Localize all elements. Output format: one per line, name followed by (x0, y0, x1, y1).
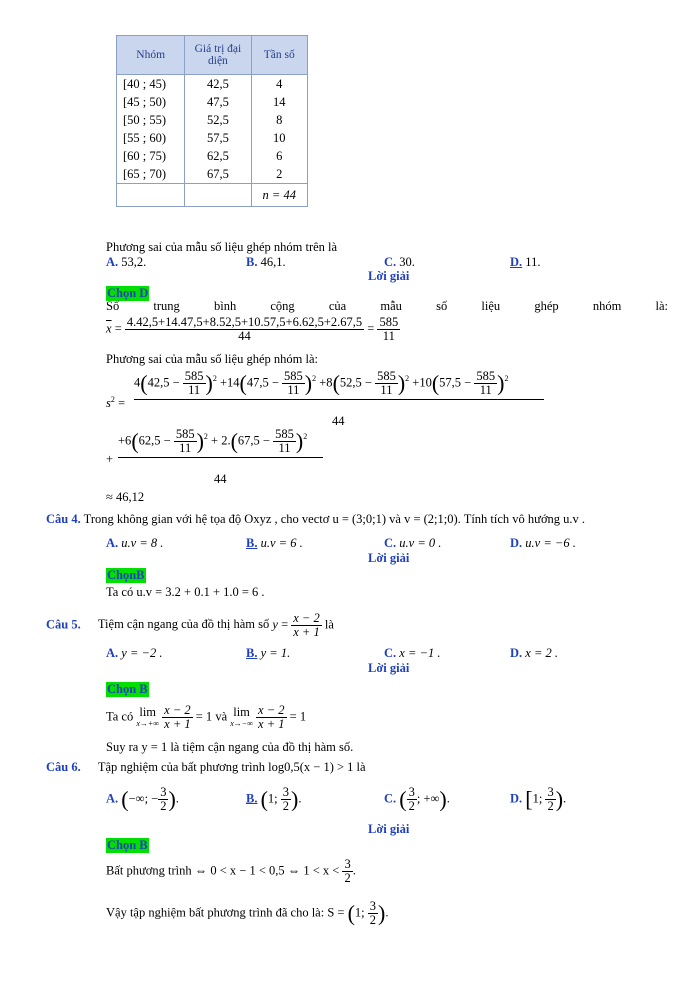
q5-conclusion: Suy ra y = 1 là tiệm cận ngang của đồ thị hàm số. (106, 740, 354, 754)
q4-option-d: D. u.v = −6 . (510, 536, 576, 550)
q6-work: Bất phương trình ⇔ 0 < x − 1 < 0,5 ⇔ 1 < x < $\frac{3}{2}$ . (106, 857, 356, 885)
table-row (117, 147, 308, 165)
q3-mean-formula: $\overline{x}$ = $\frac{4.42,5+14.47,5+8.52,5+10.57,5+6.62,5+2.67,5}{44}$ = $\frac{585}{11}$ (106, 315, 399, 343)
q3-variance-result: ≈ 46,12 (106, 490, 145, 504)
q5-solution-title: Lời giải (368, 661, 410, 675)
table-cell: [40 ; 45) (117, 75, 185, 94)
q3-mean-intro: Số trung bình cộng của mẫu số liệu ghép nhóm là: (106, 299, 668, 313)
table-cell: [55 ; 60) (117, 129, 185, 147)
table-row (117, 93, 308, 111)
q4-solution-title: Lời giải (368, 551, 410, 565)
q5-option-c: C. x = −1 . (384, 646, 441, 660)
q3-variance-intro: Phương sai của mẫu số liệu ghép nhóm là: (106, 352, 318, 366)
q6-solution-title: Lời giải (368, 822, 410, 836)
table-cell: [45 ; 50) (117, 93, 185, 111)
q6-option-a: A. (−∞; − $\frac{3}{2}$ ). (106, 785, 179, 813)
table-cell: [50 ; 55) (117, 111, 185, 129)
table-cell: 57,5 (185, 129, 251, 147)
table-cell: 52,5 (185, 111, 251, 129)
q4-prompt: Câu 4. Trong không gian với hệ tọa độ Oxyz , cho vectơ u = (3;0;1) và v = (2;1;0). Tính tích vô hướng u.v . (46, 512, 586, 526)
table-cell: 42,5 (185, 75, 251, 94)
q6-chosen-label: Chọn B (107, 838, 148, 852)
table-cell: [65 ; 70) (117, 165, 185, 184)
table-header: Nhóm (117, 36, 185, 75)
frequency-table (116, 35, 308, 207)
table-cell: 6 (251, 147, 307, 165)
table-cell: 2 (251, 165, 307, 184)
q3-option-b: B. 46,1. (246, 255, 286, 269)
table-row (117, 75, 308, 94)
table-cell: 67,5 (185, 165, 251, 184)
q6-option-d: D. [1; $\frac{3}{2}$ ). (510, 785, 567, 813)
table-cell: 10 (251, 129, 307, 147)
table-total-row (117, 184, 308, 207)
q4-chosen-label: ChọnB (107, 568, 145, 582)
table-cell: 14 (251, 93, 307, 111)
q3-option-a: A. 53,2. (106, 255, 147, 269)
table-cell: [60 ; 75) (117, 147, 185, 165)
q6-option-b: B. (1; $\frac{3}{2}$ ). (246, 785, 302, 813)
table-cell: 47,5 (185, 93, 251, 111)
q3-chosen-label: Chọn D (107, 286, 149, 300)
q6-prompt: Câu 6. Tập nghiệm của bất phương trình log0,5(x − 1) > 1 là (46, 760, 366, 774)
table-cell: 4 (251, 75, 307, 94)
q5-option-d: D. x = 2 . (510, 646, 559, 660)
table-row (117, 129, 308, 147)
q5-work: Ta có lim x→+∞ $\frac{x - 2}{x + 1}$ = 1 và lim x→−∞ $\frac{x - 2}{x + 1}$ = 1 (106, 703, 307, 731)
q6-answer: Vậy tập nghiệm bất phương trình đã cho là: S = (1; $\frac{3}{2}$ ). (106, 899, 389, 927)
table-row (117, 165, 308, 184)
table-cell: 8 (251, 111, 307, 129)
q6-option-c: C. ( $\frac{3}{2}$ ; +∞). (384, 785, 450, 813)
table-header: Giá trị đại diện (185, 36, 251, 75)
q4-option-b: B. u.v = 6 . (246, 536, 303, 550)
table-total: n = 44 (251, 184, 307, 207)
q5-prompt: Câu 5. Tiệm cận ngang của đồ thị hàm số y = $\frac{x - 2}{x + 1}$ là (46, 611, 334, 639)
q3-prompt: Phương sai của mẫu số liệu ghép nhóm trên là (106, 240, 338, 254)
table-row (117, 111, 308, 129)
q5-chosen-label: Chọn B (107, 682, 148, 696)
q3-option-d: D. 11. (510, 255, 541, 269)
table-header: Tần số (251, 36, 307, 75)
q3-solution-title: Lời giải (368, 269, 410, 283)
q3-option-c: C. 30. (384, 255, 415, 269)
q5-option-b: B. y = 1. (246, 646, 291, 660)
q4-option-c: C. u.v = 0 . (384, 536, 442, 550)
table-cell: 62,5 (185, 147, 251, 165)
q4-option-a: A. u.v = 8 . (106, 536, 164, 550)
q4-work: Ta có u.v = 3.2 + 0.1 + 1.0 = 6 . (106, 585, 265, 599)
q5-option-a: A. y = −2 . (106, 646, 163, 660)
